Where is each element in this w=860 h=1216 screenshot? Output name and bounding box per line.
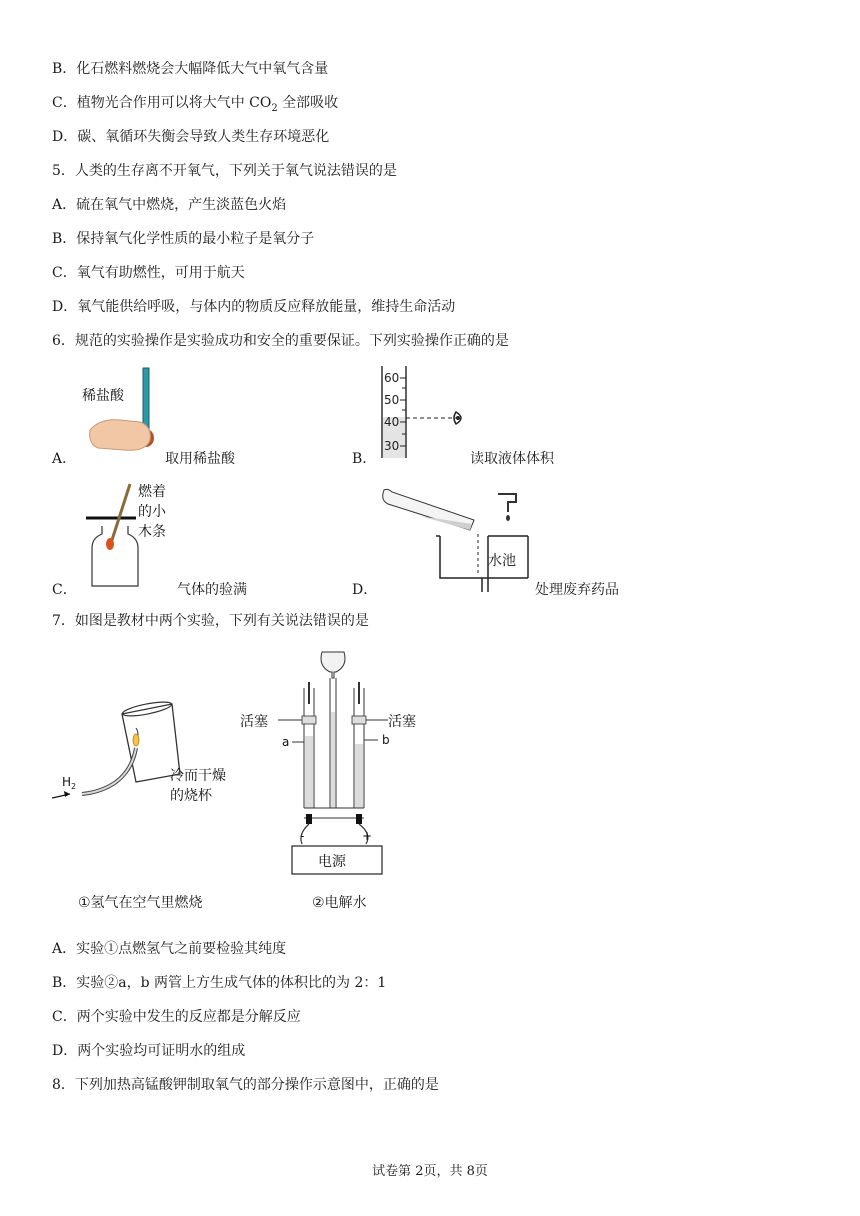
dropper-tube bbox=[143, 368, 149, 430]
q6-d-letter: D． bbox=[352, 582, 378, 598]
q4-option-d: D．碳、氧循环失衡会导致人类生存环境恶化 bbox=[52, 129, 330, 145]
q5-stem: 5．人类的生存离不开氧气，下列关于氧气说法错误的是 bbox=[52, 163, 397, 179]
q7-figure-2 bbox=[238, 648, 438, 880]
tick-40: 40 bbox=[384, 415, 400, 429]
power-label: 电源 bbox=[318, 854, 346, 870]
svg-text:冷而干燥: 冷而干燥 bbox=[170, 768, 226, 784]
wooden-splint bbox=[112, 484, 130, 540]
q5-option-a: A．硫在氧气中燃烧，产生淡蓝色火焰 bbox=[52, 197, 287, 213]
dilute-hcl-label: 稀盐酸 bbox=[82, 388, 124, 404]
sink-label: 水池 bbox=[488, 553, 516, 569]
tick-50: 50 bbox=[384, 393, 400, 407]
svg-text:b: b bbox=[382, 733, 390, 747]
q7-figure-1 bbox=[52, 690, 232, 830]
svg-text:的烧杯: 的烧杯 bbox=[170, 788, 212, 804]
q6-a-letter: A． bbox=[52, 451, 77, 467]
q5-option-d: D．氧气能供给呼吸，与体内的物质反应释放能量，维持生命活动 bbox=[52, 299, 456, 315]
q7-stem: 7．如图是教材中两个实验，下列有关说法错误的是 bbox=[52, 613, 369, 629]
q7-fig1-caption: ①氢气在空气里燃烧 bbox=[78, 895, 203, 911]
svg-text:+: + bbox=[362, 829, 373, 843]
q5-option-c: C．氧气有助燃性，可用于航天 bbox=[52, 265, 245, 281]
sink bbox=[440, 536, 488, 578]
svg-text:a: a bbox=[282, 735, 290, 749]
q7-option-b: B．实验②a，b 两管上方生成气体的体积比的为 2：1 bbox=[52, 975, 387, 991]
q6-figure-d bbox=[380, 486, 530, 594]
tick-60: 60 bbox=[384, 371, 400, 385]
q7-option-d: D．两个实验均可证明水的组成 bbox=[52, 1043, 246, 1059]
svg-text:木条: 木条 bbox=[138, 524, 166, 540]
svg-text:的小: 的小 bbox=[138, 504, 166, 520]
q6-b-letter: B． bbox=[352, 451, 377, 467]
q6-figure-b bbox=[370, 362, 480, 462]
q7-option-c: C．两个实验中发生的反应都是分解反应 bbox=[52, 1009, 301, 1025]
svg-text:-: - bbox=[300, 829, 305, 843]
q6-figure-a bbox=[80, 360, 180, 460]
q6-b-caption: 读取液体体积 bbox=[470, 451, 554, 467]
q4-option-b: B．化石燃料燃烧会大幅降低大气中氧气含量 bbox=[52, 61, 329, 77]
q6-stem: 6．规范的实验操作是实验成功和安全的重要保证。下列实验操作正确的是 bbox=[52, 333, 509, 349]
funnel bbox=[321, 652, 345, 678]
flame-icon bbox=[106, 538, 114, 550]
q4-option-c: C．植物光合作用可以将大气中 $CO_2$ 全部吸收 bbox=[52, 95, 339, 114]
q7-option-a: A．实验①点燃氢气之前要检验其纯度 bbox=[52, 941, 287, 957]
tick-30: 30 bbox=[384, 439, 400, 453]
hand-shape bbox=[90, 420, 151, 451]
faucet-icon bbox=[498, 494, 516, 512]
q6-c-letter: C． bbox=[52, 582, 77, 598]
svg-text:活塞: 活塞 bbox=[388, 714, 416, 730]
svg-text:活塞: 活塞 bbox=[240, 714, 268, 730]
q6-figure-c bbox=[82, 478, 182, 588]
flame-icon bbox=[133, 734, 139, 746]
q5-option-b: B．保持氧气化学性质的最小粒子是氧分子 bbox=[52, 231, 315, 247]
q6-d-caption: 处理废弃药品 bbox=[535, 582, 619, 598]
svg-text:H2: $H_2$ bbox=[62, 775, 77, 791]
q7-fig2-caption: ②电解水 bbox=[312, 895, 367, 911]
svg-text:燃着: 燃着 bbox=[138, 484, 166, 500]
q6-c-caption: 气体的验满 bbox=[177, 582, 247, 598]
q8-stem: 8．下列加热高锰酸钾制取氧气的部分操作示意图中，正确的是 bbox=[52, 1077, 439, 1093]
page-footer: 试卷第 2页，共 8页 bbox=[372, 1164, 488, 1179]
q6-a-caption: 取用稀盐酸 bbox=[165, 451, 235, 467]
